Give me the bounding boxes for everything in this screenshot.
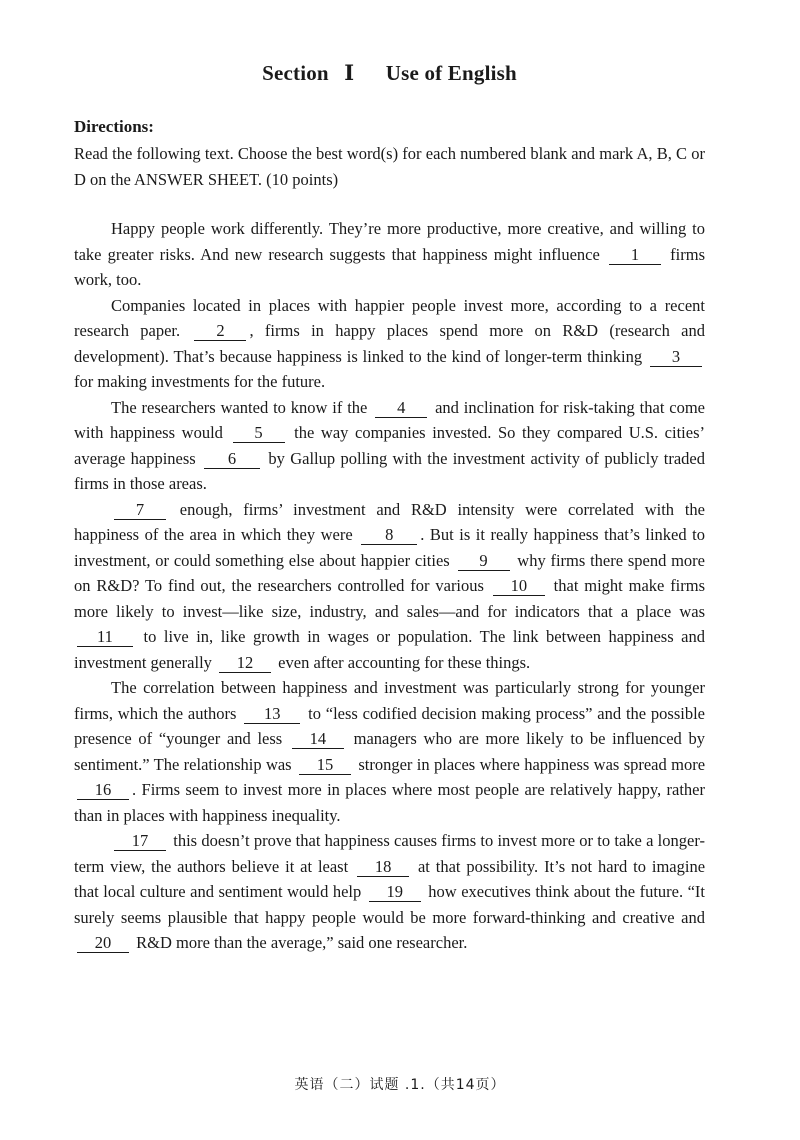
blank-6: 6 [204,450,260,469]
paragraph-text: for making investments for the future. [74,372,326,391]
paragraph-text: by Gallup polling with the investment activity of publicly traded firms in those areas. [74,448,706,493]
section-name: Use of English [385,61,517,85]
paragraph-1 [74,216,705,293]
paragraph-text: the way companies invested. So they compared U.S. cities’ average happiness [74,423,705,468]
blank-1: 1 [609,246,661,265]
blank-19: 19 [369,883,421,902]
blank-14: 14 [292,730,344,749]
blank-8: 8 [361,526,417,545]
paragraph-text: R&D more than the average,” said one researcher. [136,933,468,952]
blank-5: 5 [233,424,285,443]
paragraph-text: managers who are more likely to be influenced by sentiment.” The relationship was [74,729,706,774]
blank-18: 18 [357,858,409,877]
blank-17: 17 [114,832,166,851]
blank-9: 9 [458,552,510,571]
directions-heading: Directions: [74,117,154,136]
paragraph-2 [74,293,705,395]
paragraph-text: Companies located in places with happier people invest more, according to a recent research paper. [74,295,705,340]
blank-20: 20 [77,934,129,953]
paragraph-text: The correlation between happiness and investment was particularly strong for younger firms, which the authors [74,678,705,723]
paragraph-text: Happy people work differently. They’re more productive, more creative, and willing to take greater risks. And new research suggests that happiness might influence [74,219,705,264]
paragraph-text: . Firms seem to invest more in places where most people are relatively happy, rather than in places with happiness inequality. [74,780,705,825]
paragraph-text: to live in, like growth in wages or population. The link between happiness and investment generally [74,627,705,672]
paragraph-text: to “less codified decision making process” and the possible presence of “younger and less [74,703,706,748]
paragraph-text: that might make firms more likely to invest—like size, industry, and sales—and for indicators that a place was [74,576,706,621]
paragraph-text: even after accounting for these things. [278,652,531,672]
paragraph-6 [74,828,705,956]
blank-3: 3 [650,348,702,367]
paragraph-text: and inclination for risk-taking that come with happiness would [74,397,705,442]
paragraph-text: enough, firms’ investment and R&D intensity were correlated with the happiness of the area in which they were [74,499,705,544]
blank-15: 15 [299,756,351,775]
paragraph-text: how executives think about the future. “It surely seems plausible that happy people would be more forward-thinking and creative and [74,882,706,927]
section-label: Section [262,61,329,85]
paragraph-text: at that possibility. It’s not hard to imagine that local culture and sentiment would help [74,856,706,901]
section-numeral: Ⅰ [344,61,355,85]
paragraph-text: , firms in happy places spend more on R&D (research and development). That’s because happiness is linked to the kind of longer-term thinking [74,321,705,366]
blank-12: 12 [219,654,271,673]
blank-7: 7 [114,501,166,520]
blank-16: 16 [77,781,129,800]
blank-10: 10 [493,577,545,596]
paragraph-text: The researchers wanted to know if the [111,397,368,417]
paragraph-text: stronger in places where happiness was spread more [358,754,706,774]
paragraph-5 [74,675,705,828]
paragraph-4 [74,497,705,676]
paragraph-text: firms work, too. [74,244,705,289]
cloze-passage [74,216,705,956]
blank-11: 11 [77,628,133,647]
section-title [74,60,705,86]
page-footer: 英语（二）试题 .1.（共14页） [294,1077,506,1093]
paragraph-text: this doesn’t prove that happiness causes firms to invest more or to take a longer-term view, the authors believe it at least [74,831,705,876]
blank-4: 4 [375,399,427,418]
blank-13: 13 [244,705,300,724]
paragraph-3 [74,395,705,497]
paragraph-text: . But is it really happiness that’s linked to investment, or could something else about happier cities [74,525,705,570]
paragraph-text: why firms there spend more on R&D? To find out, the researchers controlled for various [74,550,705,595]
blank-2: 2 [194,322,246,341]
directions-text: Read the following text. Choose the best word(s) for each numbered blank and mark A, B, C or D on the ANSWER SHEET. (10 points) [74,144,705,189]
